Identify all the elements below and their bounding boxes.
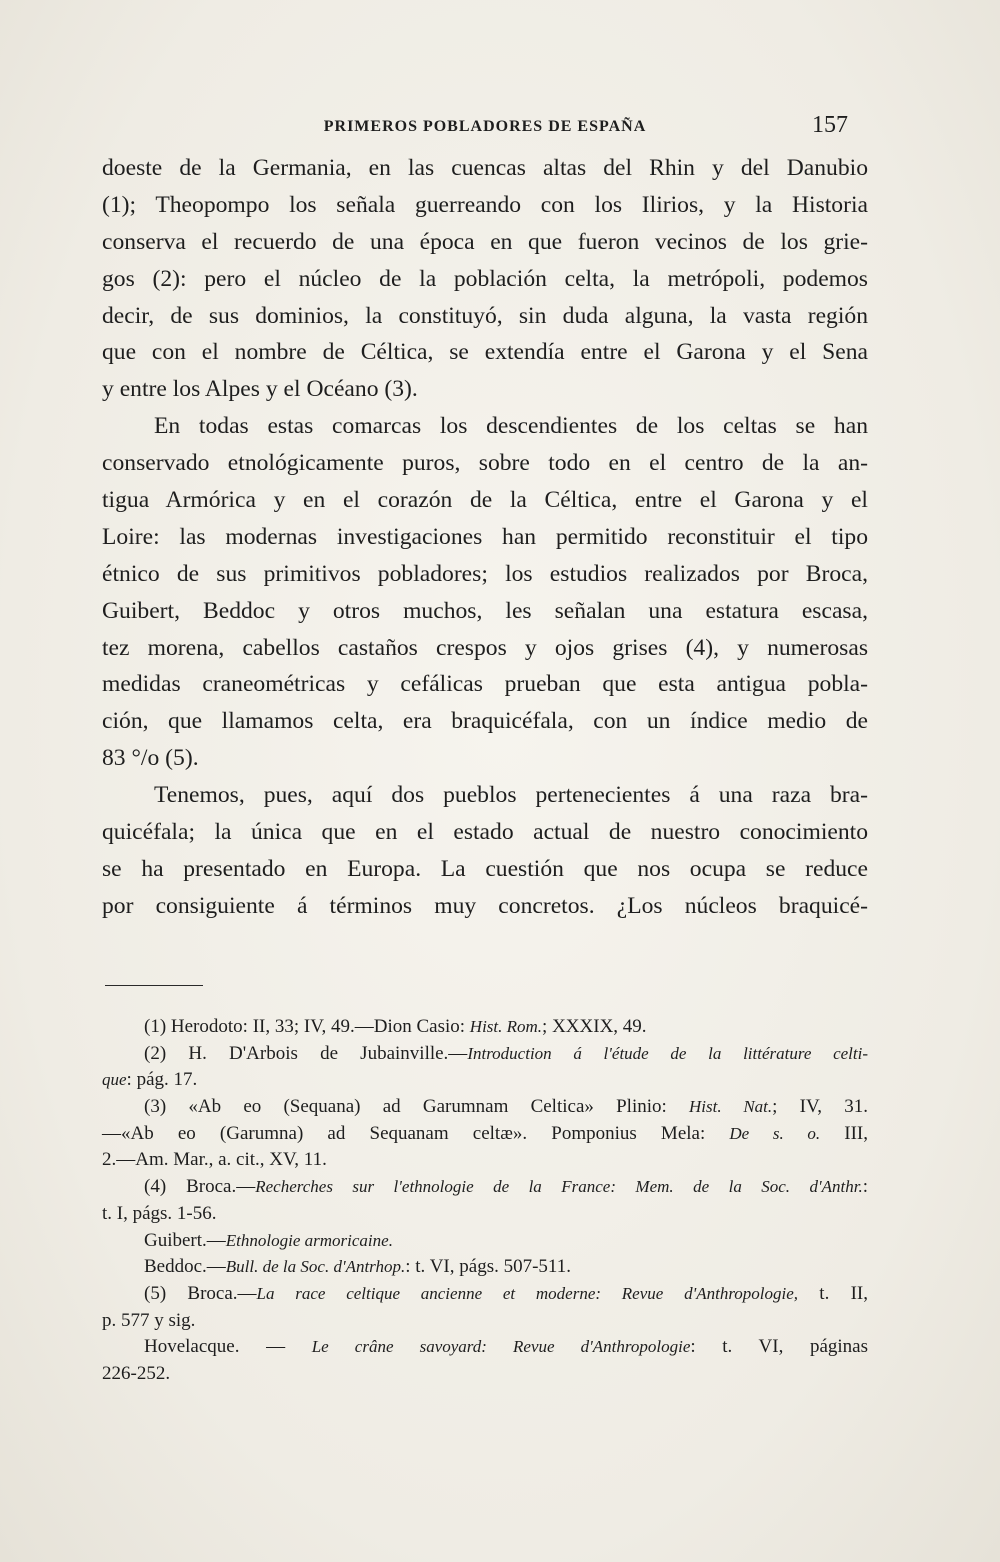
footnote-line: t. I, págs. 1-56.	[102, 1202, 217, 1224]
footnote-line: p. 577 y sig.	[102, 1309, 196, 1331]
running-title: PRIMEROS POBLADORES DE ESPAÑA	[323, 118, 647, 135]
body-line: étnico de sus primitivos pobladores; los estudios realizados por Broca,	[102, 560, 868, 587]
footnote-line: Beddoc.—Bull. de la Soc. d'Antrhop.: t. VI, págs. 507-511.	[144, 1256, 571, 1278]
body-line: gos (2): pero el núcleo de la población celta, la metrópoli, podemos	[102, 265, 868, 292]
footnote-line: 226-252.	[102, 1362, 171, 1384]
body-line: quicéfala; la única que en el estado actual de nuestro conocimiento	[102, 819, 868, 846]
body-line: se ha presentado en Europa. La cuestión que nos ocupa se reduce	[102, 855, 868, 882]
footnote-line: Hovelacque. — Le crâne savoyard: Revue d'Anthropologie: t. VI, páginas	[144, 1336, 868, 1358]
body-line: tez morena, cabellos castaños crespos y ojos grises (4), y numerosas	[102, 634, 868, 661]
footnote-line: 2.—Am. Mar., a. cit., XV, 11.	[102, 1149, 327, 1171]
body-line: tigua Armórica y en el corazón de la Céltica, entre el Garona y el	[102, 487, 868, 514]
body-line: doeste de la Germania, en las cuencas altas del Rhin y del Danubio	[102, 155, 868, 181]
body-line: conserva el recuerdo de una época en que fueron vecinos de los grie-	[102, 228, 868, 255]
page-header	[100, 112, 870, 142]
footnote-line: (4) Broca.—Recherches sur l'ethnologie de la France: Mem. de la Soc. d'Anthr.:	[144, 1176, 868, 1198]
body-line: medidas craneométricas y cefálicas prueban que esta antigua pobla-	[102, 671, 868, 698]
footnote-line: Guibert.—Ethnologie armoricaine.	[144, 1229, 393, 1251]
body-line: Tenemos, pues, aquí dos pueblos pertenecientes á una raza bra-	[154, 782, 868, 809]
body-line: 83 °/o (5).	[102, 745, 199, 772]
body-line: Guibert, Beddoc y otros muchos, les señalan una estatura escasa,	[102, 597, 868, 624]
body-line: (1); Theopompo los señala guerreando con los Ilirios, y la Historia	[102, 191, 868, 218]
page-number: 157	[812, 112, 848, 138]
footnote-line: (3) «Ab eo (Sequana) ad Garumnam Celtica» Plinio: Hist. Nat.; IV, 31.	[144, 1096, 868, 1118]
body-line: que con el nombre de Céltica, se extendía entre el Garona y el Sena	[102, 339, 868, 366]
footnote-line: que: pág. 17.	[102, 1069, 198, 1091]
body-line: decir, de sus dominios, la constituyó, sin duda alguna, la vasta región	[102, 302, 868, 329]
footnote-line: —«Ab eo (Garumna) ad Sequanam celtæ». Pomponius Mela: De s. o. III,	[102, 1122, 868, 1144]
footnote-line: (5) Broca.—La race celtique ancienne et moderne: Revue d'Anthropologie, t. II,	[144, 1282, 868, 1304]
body-line: ción, que llamamos celta, era braquicéfala, con un índice medio de	[102, 708, 868, 735]
body-line: En todas estas comarcas los descendientes de los celtas se han	[154, 413, 868, 440]
footnote-line: (2) H. D'Arbois de Jubainville.—Introduction á l'étude de la littérature celti-	[144, 1042, 868, 1064]
body-line: conservado etnológicamente puros, sobre todo en el centro de la an-	[102, 450, 868, 477]
body-line: y entre los Alpes y el Océano (3).	[102, 376, 418, 403]
footnote-rule	[105, 985, 203, 986]
footnotes	[102, 1014, 868, 1388]
footnote-line: (1) Herodoto: II, 33; IV, 49.—Dion Casio: Hist. Rom.; XXXIX, 49.	[144, 1016, 647, 1037]
body-text	[102, 150, 868, 925]
body-line: por consiguiente á términos muy concretos. ¿Los núcleos braquicé-	[102, 892, 868, 919]
body-line: Loire: las modernas investigaciones han permitido reconstituir el tipo	[102, 523, 868, 550]
